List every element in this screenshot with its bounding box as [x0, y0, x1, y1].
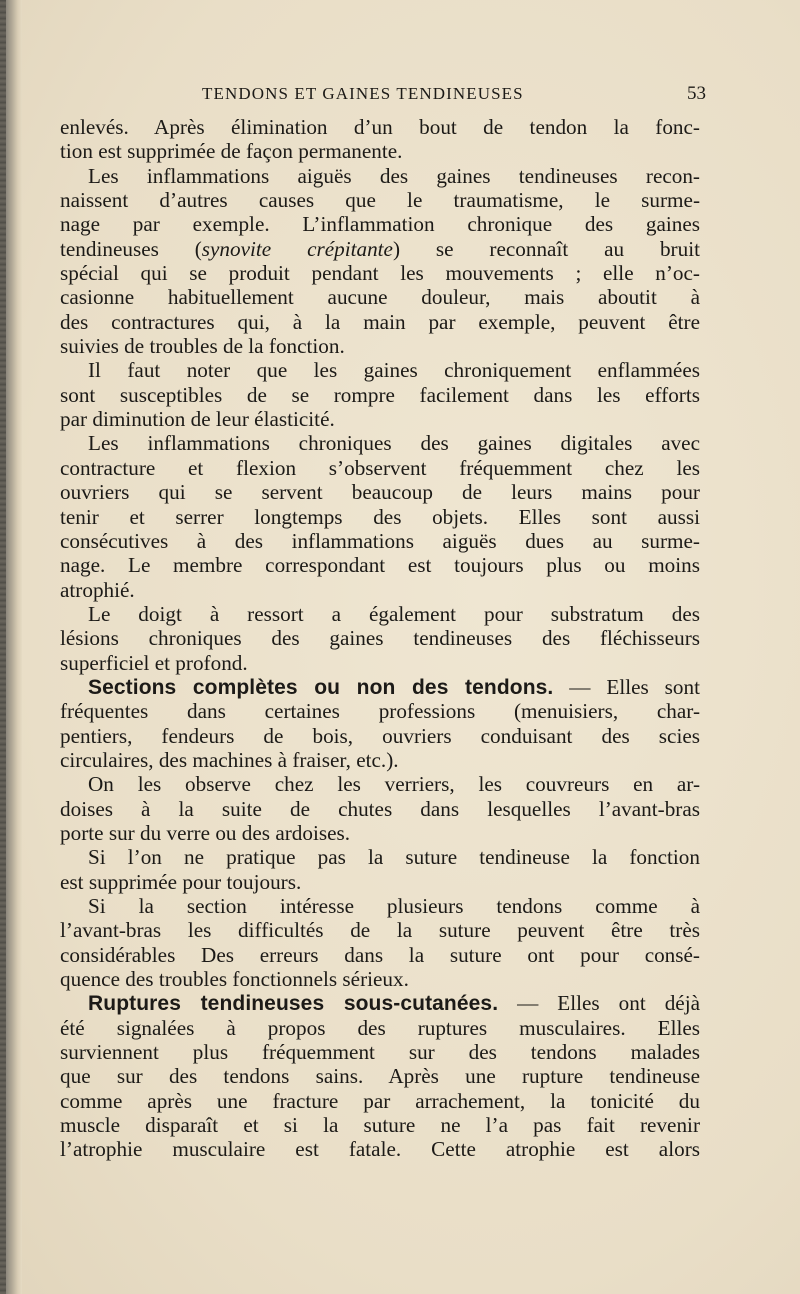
- text-line: [60, 237, 700, 261]
- text-segment: — Elles sont: [553, 674, 700, 699]
- text-line: [60, 991, 700, 1015]
- text-line: spécial qui se produit pendant les mouvements ; elle n’oc-: [60, 261, 700, 286]
- text-line: comme après une fracture par arrachement, la tonicité du: [60, 1088, 700, 1113]
- text-segment: tendineuses (: [60, 236, 202, 261]
- text-line: tenir et serrer longtemps des objets. Elles sont aussi: [60, 504, 700, 529]
- text-line: lésions chroniques des gaines tendineuses des fléchisseurs: [60, 626, 700, 651]
- italic-term: synovite crépitante: [201, 236, 393, 261]
- text-line: surviennent plus fréquemment sur des tendons malades: [60, 1040, 700, 1065]
- text-line: Si l’on ne pratique pas la suture tendineuse la fonction: [88, 845, 700, 870]
- text-line: contracture et flexion s’observent fréquemment chez les: [60, 455, 700, 480]
- body-text: [60, 115, 700, 1162]
- text-line: l’avant-bras les difficultés de la suture peuvent être très: [60, 918, 700, 943]
- text-line: enlevés. Après élimination d’un bout de tendon la fonc-: [60, 115, 700, 139]
- text-line: Le doigt à ressort a également pour substratum des: [88, 601, 700, 626]
- running-title: TENDONS ET GAINES TENDINEUSES: [202, 84, 524, 103]
- text-line: Il faut noter que les gaines chroniquement enflammées: [88, 358, 700, 383]
- text-line: consécutives à des inflammations aiguës dues au surme-: [60, 528, 700, 553]
- text-line: considérables Des erreurs dans la suture ont pour consé-: [60, 942, 700, 967]
- text-line: On les observe chez les verriers, les couvreurs en ar-: [88, 772, 700, 797]
- text-line: été signalées à propos des ruptures musculaires. Elles: [60, 1015, 700, 1040]
- text-line: naissent d’autres causes que le traumatisme, le surme-: [60, 188, 700, 213]
- page-number: 53: [687, 83, 706, 104]
- text-line: circulaires, des machines à fraiser, etc.).: [60, 747, 399, 772]
- text-segment: ) se reconnaît au bruit: [392, 236, 700, 261]
- text-line: sont susceptibles de se rompre facilement dans les efforts: [60, 382, 700, 407]
- text-line: ouvriers qui se servent beaucoup de leurs mains pour: [60, 480, 700, 505]
- text-line: Si la section intéresse plusieurs tendons comme à: [88, 894, 700, 918]
- page-header: [60, 80, 710, 110]
- section-heading: Sections complètes ou non des tendons.: [88, 675, 554, 699]
- text-line: nage par exemple. L’inflammation chronique des gaines: [60, 212, 700, 237]
- text-line: muscle disparaît et si la suture ne l’a pas fait revenir: [60, 1113, 700, 1138]
- text-line: fréquentes dans certaines professions (menuisiers, char-: [60, 699, 700, 724]
- text-line: nage. Le membre correspondant est toujours plus ou moins: [60, 553, 700, 578]
- section-heading: Ruptures tendineuses sous-cutanées.: [88, 992, 499, 1016]
- text-line: quence des troubles fonctionnels sérieux.: [60, 967, 409, 992]
- text-line: doises à la suite de chutes dans lesquelles l’avant-bras: [60, 796, 700, 821]
- text-line: Les inflammations aiguës des gaines tendineuses recon-: [88, 163, 700, 188]
- text-line: par diminution de leur élasticité.: [60, 407, 335, 432]
- binding-edge: [0, 0, 6, 1294]
- text-line: suivies de troubles de la fonction.: [60, 334, 345, 359]
- text-line: est supprimée pour toujours.: [60, 869, 302, 894]
- text-line: des contractures qui, à la main par exemple, peuvent être: [60, 309, 700, 334]
- text-line: [60, 675, 700, 699]
- text-line: porte sur du verre ou des ardoises.: [60, 820, 351, 845]
- text-line: que sur des tendons sains. Après une rupture tendineuse: [60, 1064, 700, 1089]
- text-line: atrophié.: [60, 577, 135, 602]
- text-line: superficiel et profond.: [60, 650, 248, 675]
- text-segment: — Elles ont déjà: [498, 991, 700, 1016]
- text-line: tion est supprimée de façon permanente.: [60, 139, 403, 164]
- text-line: casionne habituellement aucune douleur, mais aboutit à: [60, 285, 700, 310]
- text-line: Les inflammations chroniques des gaines digitales avec: [88, 431, 700, 456]
- book-spine-shadow: [0, 0, 22, 1294]
- text-line: l’atrophie musculaire est fatale. Cette atrophie est alors: [60, 1137, 700, 1162]
- text-line: pentiers, fendeurs de bois, ouvriers conduisant des scies: [60, 723, 700, 748]
